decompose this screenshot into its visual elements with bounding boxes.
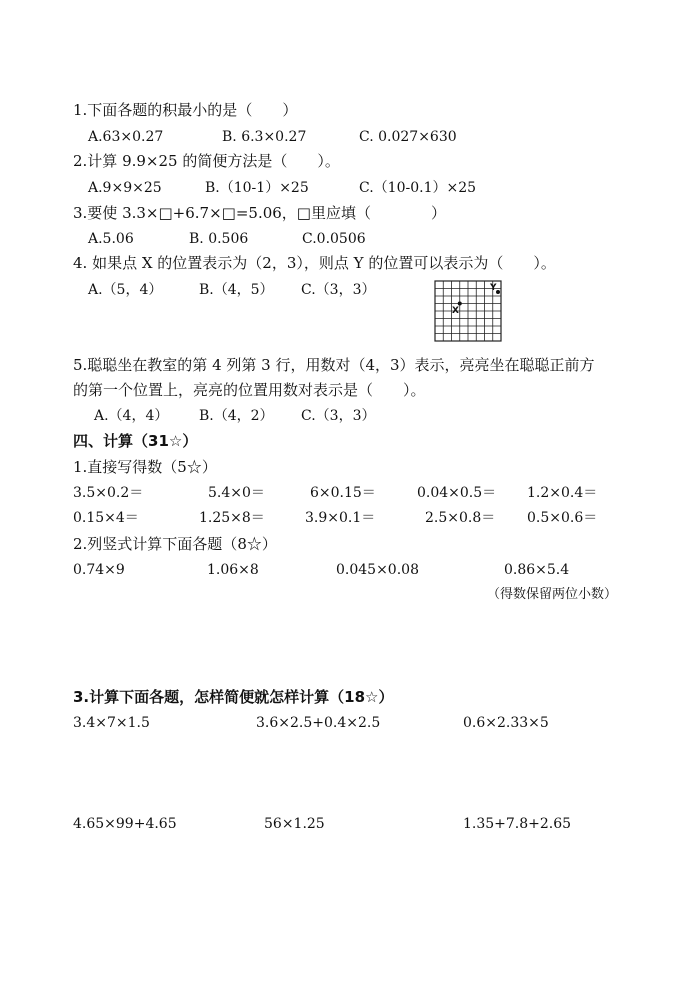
- point-y-dot: [496, 290, 500, 294]
- coordinate-grid: [434, 280, 504, 344]
- oral-item: 0.04×0.5＝: [417, 485, 497, 501]
- point-y-label: Y: [490, 283, 497, 293]
- vertical-calc-item: 0.045×0.08: [336, 562, 419, 578]
- q2-option-b: B.（10-1）×25: [205, 180, 309, 196]
- q5-stem-line2: 的第一个位置上，亮亮的位置用数对表示是（ ）。: [73, 381, 426, 399]
- q3-stem: 3.要使 3.3×□+6.7×□=5.06，□里应填（ ）: [73, 204, 446, 222]
- rounding-note: （得数保留两位小数）: [487, 587, 618, 602]
- oral-item: 3.9×0.1＝: [305, 510, 376, 526]
- q1-option-a: A.63×0.27: [88, 129, 164, 145]
- coordinate-grid-svg: [434, 280, 504, 344]
- oral-item: 1.25×8＝: [199, 510, 265, 526]
- point-x-label: X: [452, 306, 459, 316]
- vertical-calc-item: 0.86×5.4: [504, 562, 570, 578]
- section4-title: 四、计算（31☆）: [73, 432, 198, 450]
- q2-stem: 2.计算 9.9×25 的简便方法是（ ）。: [73, 152, 340, 170]
- simplify-item: 0.6×2.33×5: [463, 715, 549, 731]
- point-x-dot: [458, 302, 462, 306]
- simplify-item: 56×1.25: [264, 816, 325, 832]
- q2-option-c: C.（10-0.1）×25: [359, 180, 477, 196]
- q4-option-a: A.（5，4）: [88, 282, 163, 298]
- vertical-calc-item: 1.06×8: [207, 562, 259, 578]
- q4-option-c: C.（3，3）: [301, 282, 376, 298]
- q5-option-c: C.（3，3）: [301, 408, 376, 424]
- vertical-calc-item: 0.74×9: [73, 562, 125, 578]
- oral-item: 2.5×0.8＝: [425, 510, 496, 526]
- q5-option-a: A.（4，4）: [94, 408, 169, 424]
- q5-stem-line1: 5.聪聪坐在教室的第 4 列第 3 行，用数对（4，3）表示，亮亮坐在聪聪正前方: [73, 356, 595, 374]
- part1-title: 1.直接写得数（5☆）: [73, 458, 217, 476]
- q3-option-b: B. 0.506: [189, 231, 249, 247]
- oral-item: 0.15×4＝: [73, 510, 139, 526]
- simplify-item: 3.6×2.5+0.4×2.5: [256, 715, 381, 731]
- oral-item: 6×0.15＝: [310, 485, 376, 501]
- part3-title: 3.计算下面各题，怎样简便就怎样计算（18☆）: [73, 688, 394, 706]
- part2-title: 2.列竖式计算下面各题（8☆）: [73, 535, 277, 553]
- simplify-item: 1.35+7.8+2.65: [463, 816, 572, 832]
- q1-option-b: B. 6.3×0.27: [222, 129, 307, 145]
- oral-item: 0.5×0.6＝: [527, 510, 598, 526]
- q5-option-b: B.（4，2）: [199, 408, 274, 424]
- simplify-item: 3.4×7×1.5: [73, 715, 150, 731]
- simplify-item: 4.65×99+4.65: [73, 816, 177, 832]
- oral-item: 3.5×0.2＝: [73, 485, 144, 501]
- q2-option-a: A.9×9×25: [88, 180, 162, 196]
- oral-item: 1.2×0.4＝: [527, 485, 598, 501]
- oral-item: 5.4×0＝: [208, 485, 265, 501]
- q1-stem: 1.下面各题的积最小的是（ ）: [73, 101, 298, 119]
- q4-stem: 4. 如果点 X 的位置表示为（2，3），则点 Y 的位置可以表示为（ ）。: [73, 254, 556, 272]
- q3-option-a: A.5.06: [88, 231, 134, 247]
- q4-option-b: B.（4，5）: [199, 282, 274, 298]
- q3-option-c: C.0.0506: [302, 231, 366, 247]
- q1-option-c: C. 0.027×630: [359, 129, 457, 145]
